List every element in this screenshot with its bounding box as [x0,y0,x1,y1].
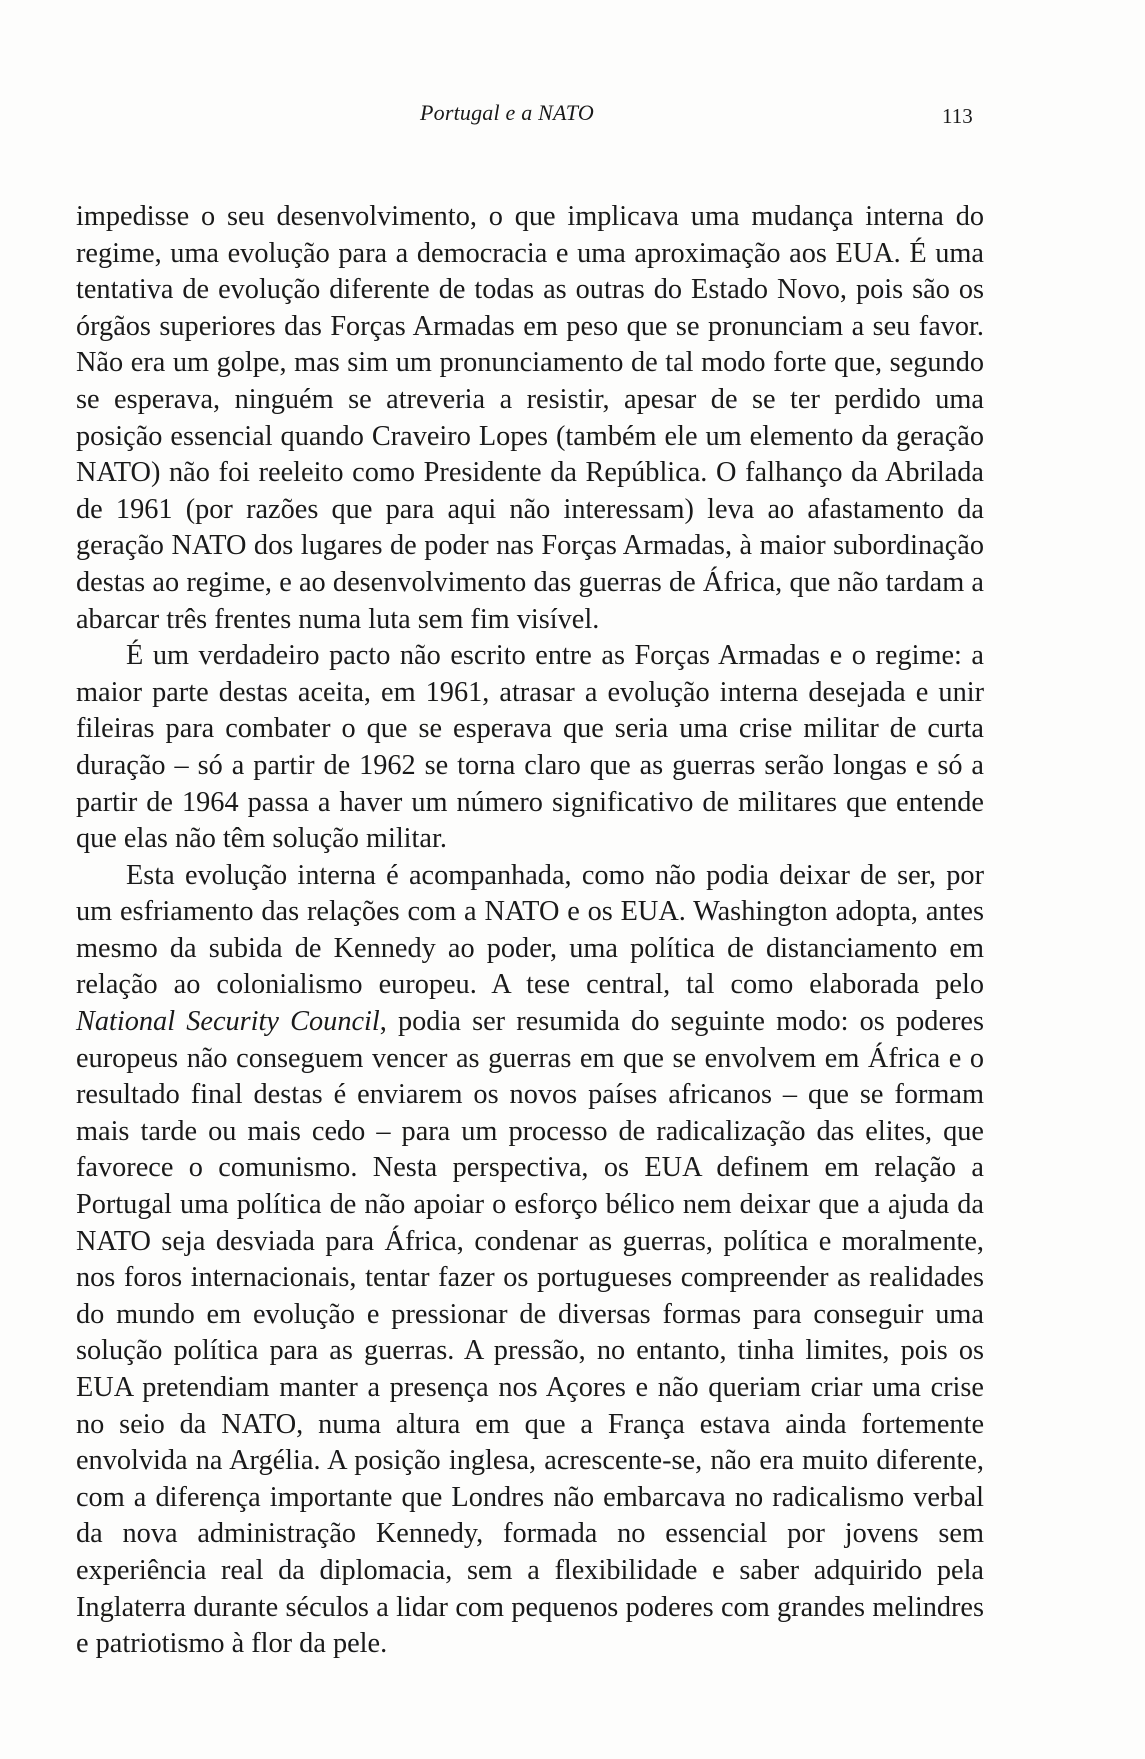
page-number: 113 [942,104,973,128]
italic-organization-name: National Security Council [76,1006,380,1038]
running-header-title: Portugal e a NATO [420,100,594,125]
paragraph: É um verdadeiro pacto não escrito entre as Forças Armadas e o regime: a maior parte destas aceita, em 1961, atrasar a evolução interna desejada e unir fileiras para combater o que se esperava que seria uma crise militar de curta duração – só a partir de 1962 se torna claro que as guerras serão longas e só a partir de 1964 passa a haver um número significativo de militares que entende que elas não têm solução militar. [76,640,984,855]
paragraph-text: Esta evolução interna é acompanhada, como não podia deixar de ser, por um esfriamento das relações com a NATO e os EUA. Washington adopta, antes mesmo da subida de Kennedy ao poder, uma política de distanciamento em relação ao colonialismo europeu. A tese central, tal como elaborada pelo [76,859,984,1001]
body-text [76,199,984,1663]
paragraph: impedisse o seu desenvolvimento, o que implicava uma mudança interna do regime, uma evolução para a democracia e uma aproximação aos EUA. É uma tentativa de evolução diferente de todas as outras do Estado Novo, pois são os órgãos superiores das Forças Armadas em peso que se pronunciam a seu favor. Não era um golpe, mas sim um pronunciamento de tal modo forte que, segundo se esperava, ninguém se atreveria a resistir, apesar de se ter perdido uma posição essencial quando Craveiro Lopes (também ele um elemento da geração NATO) não foi reeleito como Presidente da República. O falhanço da Abrilada de 1961 (por razões que para aqui não interessam) leva ao afastamento da geração NATO dos lugares de poder nas Forças Armadas, à maior subordinação destas ao regime, e ao desenvolvimento das guerras de África, que não tardam a abarcar três frentes numa luta sem fim visível. [76,201,984,635]
paragraph-text: , podia ser resumida do seguinte modo: os poderes europeus não conseguem vencer as guerras em que se envolvem em África e o resultado final destas é enviarem os novos países africanos – que se formam mais tarde ou mais cedo – para um processo de radicalização das elites, que favorece o comunismo. Nesta perspectiva, os EUA definem em relação a Portugal uma política de não apoiar o esforço bélico nem deixar que a ajuda da NATO seja desviada para África, condenar as guerras, política e moralmente, nos foros internacionais, tentar fazer os portugueses compreender as realidades do mundo em evolução e pressionar de diversas formas para conseguir uma solução política para as guerras. A pressão, no entanto, tinha limites, pois os EUA pretendiam manter a presença nos Açores e não queriam criar uma crise no seio da NATO, numa altura em que a França estava ainda fortemente envolvida na Argélia. A posição inglesa, acrescente-se, não era muito diferente, com a diferença importante que Londres não embarcava no radicalismo verbal da nova administração Kennedy, formada no essencial por jovens sem experiência real da diplomacia, sem a flexibilidade e saber adquirido pela Inglaterra durante séculos a lidar com pequenos poderes com grandes melindres e patriotismo à flor da pele. [76,1006,985,1660]
paragraph [76,858,984,1663]
